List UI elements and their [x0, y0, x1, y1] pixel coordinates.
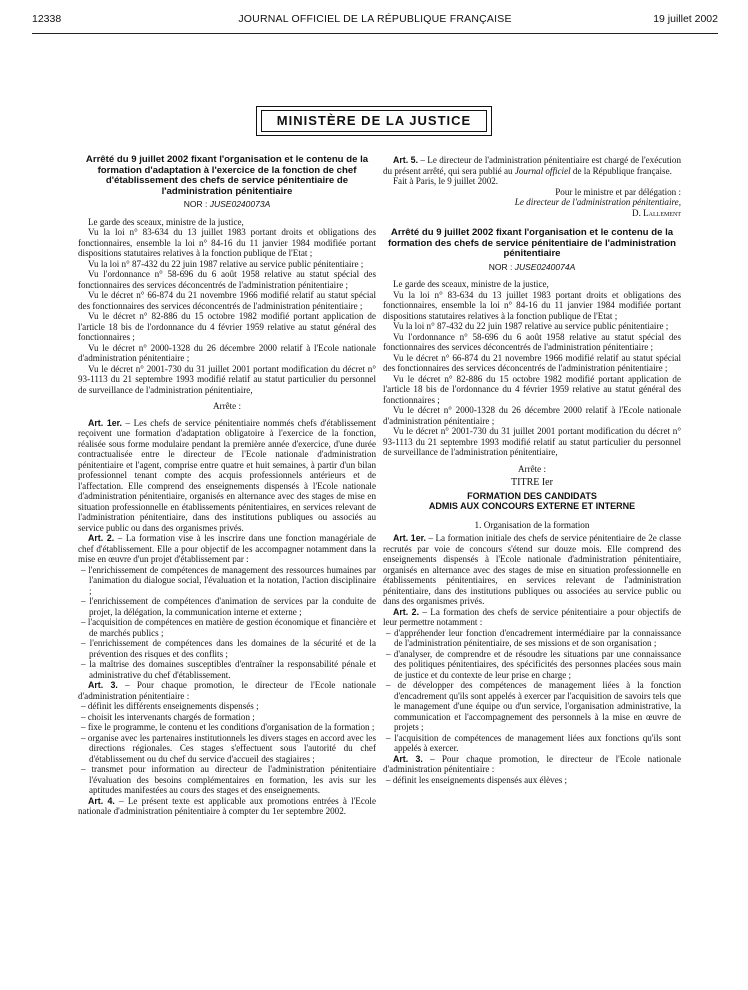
nor-value: JUSE0240073A — [209, 199, 271, 210]
visa: Vu la loi n° 83-634 du 13 juillet 1983 portant droits et obligations des fonctionnaires, ensemble la loi n° 84-16 du 11 janvier 1984 modifiée portant dispositions statutaires relatives à la fonction publique de l'Etat ; — [78, 227, 376, 259]
list-item: – définit les enseignements dispensés aux élèves ; — [386, 774, 568, 785]
visa: Vu le décret n° 2000-1328 du 26 décembre 2000 relatif à l'Ecole nationale d'administration pénitentiaire ; — [78, 342, 376, 364]
article-3-list — [78, 701, 376, 796]
nor-reference-2 — [383, 262, 681, 273]
issue-date: 19 juillet 2002 — [653, 13, 718, 25]
visa: Vu l'ordonnance n° 58-696 du 6 août 1958 relative au statut spécial des fonctionnaires des services déconcentrés de l'administration pénitentiaire ; — [78, 269, 376, 290]
visa: Vu le décret n° 82-886 du 15 octobre 1982 modifié portant application de l'article 18 bis de l'ordonnance du 4 février 1959 relative au statut général des fonctionnaires ; — [383, 373, 681, 405]
article-label: Art. 1er. — [393, 533, 426, 544]
list-item: – la maîtrise des domaines susceptibles d'entraîner la responsabilité pénale et administrative du chef d'établissement. — [81, 659, 376, 680]
visa: Vu l'ordonnance n° 58-696 du 6 août 1958 relative au statut spécial des fonctionnaires des services déconcentrés de l'administration pénitentiaire ; — [383, 331, 681, 353]
article-4: Art. 4. – Le présent texte est applicable aux promotions entrées à l'Ecole nationale d'administration pénitentiaire à compter du 1er septembre 2002. — [78, 795, 376, 817]
list-item: – organise avec les partenaires institutionnels les divers stages en accord avec les directions régionales. Ces stages s'effectuent sous l'autorité du chef d'établissement ou du chef du service d'accueil des stagiaires ; — [81, 732, 376, 764]
signatory-name: D. Lallement — [632, 207, 681, 218]
list-item: – d'appréhender leur fonction d'encadrement intermédiaire par la connaissance de l'administration pénitentiaire, de ses missions et de son organisation ; — [386, 627, 681, 649]
list-item: – l'acquisition de compétences de management liées aux fonctions qu'ils sont appelés à exercer. — [386, 732, 681, 754]
article-label: Art. 4. — [88, 795, 115, 806]
page-header — [32, 13, 718, 29]
visa: Vu la loi n° 83-634 du 13 juillet 1983 portant droits et obligations des fonctionnaires, ensemble la loi n° 84-16 du 11 janvier 1984 modifiée portant dispositions statutaires relatives à la fonction publique de l'Etat ; — [383, 289, 681, 321]
titre-heading: TITRE Ier — [511, 477, 553, 489]
titre-subheading: FORMATION DES CANDIDATS — [467, 490, 597, 501]
visa: Vu le décret n° 2001-730 du 31 juillet 2001 portant modification du décret n° 93-1113 du 21 septembre 1993 modifié relatif au statut particulier du personnel de surveillance de l'administration pénitentiaire, — [78, 363, 376, 395]
ministry-banner-wrap — [0, 106, 748, 140]
article-3: Art. 3. – Pour chaque promotion, le directeur de l'Ecole nationale d'administration pénitentiaire : — [78, 680, 376, 701]
page-number: 12338 — [32, 13, 62, 25]
list-item: – choisit les intervenants chargés de formation ; — [81, 711, 255, 722]
list-item: – fixe le programme, le contenu et les conditions d'organisation de la formation ; — [81, 722, 375, 733]
header-rule — [32, 33, 718, 34]
delegation-line: Pour le ministre et par délégation : — [555, 186, 681, 197]
list-item: – d'analyser, de comprendre et de résoudre les situations par une connaissance des politiques pénitentiaires, des spécificités des personnes placées sous main de justice et du contexte de leur prise en charge ; — [386, 648, 681, 680]
list-item: – définit les différents enseignements dispensés ; — [81, 701, 259, 712]
titre-subheading: ADMIS AUX CONCOURS EXTERNE ET INTERNE — [428, 501, 636, 512]
article-1: Art. 1er. – Les chefs de service pénitentiaire nommés chefs d'établissement reçoivent une formation d'adaptation obligatoire à l'exercice de la fonction, réalisée sous forme modulaire pendant la première année d'exercice, d'une durée contractualisée entre le directeur de l'Ecole nationale d'administration pénitentiaire et l'agent, comprise entre quatre et huit semaines, à partir d'un bilan professionnel tenant compte des acquis professionnels antérieurs et de l'affectation. Elle comprend des enseignements dispensés à l'Ecole nationale d'administration pénitentiaire, organisés en alternance avec des stages de mise en situation professionnelle en établissements pénitentiaires, en services relevant de l'administration pénitentiaire, dans des institutions publiques ou associés au service public ou dans des organismes privés. — [78, 417, 376, 533]
article-3-list — [383, 775, 681, 786]
article-label: Art. 3. — [88, 680, 118, 691]
article-2-list — [383, 628, 681, 754]
list-item: – l'enrichissement de compétences de management des ressources humaines par l'animation du dialogue social, l'évaluation et la notation, l'action disciplinaire ; — [81, 564, 376, 596]
article-label: Art. 2. — [88, 533, 115, 544]
section-heading: 1. Organisation de la formation — [474, 519, 590, 530]
arrete-heading: Arrête : — [517, 463, 547, 474]
nor-reference-1 — [78, 199, 376, 210]
visa: Vu le décret n° 2000-1328 du 26 décembre 2000 relatif à l'Ecole nationale d'administration pénitentiaire ; — [383, 405, 681, 426]
arrete-heading: Arrête : — [212, 401, 242, 412]
journal-title: JOURNAL OFFICIEL DE LA RÉPUBLIQUE FRANÇAISE — [238, 13, 512, 25]
signatory-title: Le directeur de l'administration pénitentiaire, — [514, 197, 681, 207]
list-item: – de développer des compétences de management liées à la fonction d'encadrement qu'ils sont appelés à exercer par l'acquisition de savoirs tels que le management d'une équipe ou d'un service, l'organisation administrative, la communication et l'accompagnement des personnels à la mise en œuvre de projets ; — [386, 680, 681, 733]
visa: Vu le décret n° 66-874 du 21 novembre 1966 modifié relatif au statut spécial des fonctionnaires des services déconcentrés de l'administration pénitentiaire ; — [383, 352, 681, 374]
preamble: Le garde des sceaux, ministre de la justice, — [88, 216, 244, 227]
ministry-banner — [256, 106, 492, 136]
article-1: Art. 1er. – La formation initiale des chefs de service pénitentiaire de 2e classe recrutés par voie de concours s'étend sur douze mois. Elle comprend des enseignements dispensés à l'Ecole nationale d'administration pénitentiaire, organisés en alternance avec des stages de mise en situation professionnelle en établissements pénitentiaires, en services relevant de l'administration pénitentiaire, dans des institutions publiques ou associées au service public ou dans des organismes privés. — [383, 533, 682, 607]
visa: Vu le décret n° 82-886 du 15 octobre 1982 modifié portant application de l'article 18 bis de l'ordonnance du 4 février 1959 relative au statut général des fonctionnaires ; — [78, 311, 376, 343]
visa: Vu la loi n° 87-432 du 22 juin 1987 relative au service public pénitentiaire ; — [393, 321, 669, 332]
article-2-list — [78, 565, 376, 681]
article-label: Art. 3. — [393, 753, 423, 764]
list-item: – l'enrichissement de compétences d'animation de services par la conduite de projet, la délégation, la communication interne et externe ; — [81, 596, 376, 617]
nor-label: NOR : — [183, 199, 208, 210]
article-2: Art. 2. – La formation vise à les inscrire dans une fonction managériale de chef d'établissement. Elle a pour objectif de les accompagner notamment dans la mise en œuvre d'un projet d'établissement par : — [78, 533, 377, 565]
article-2: Art. 2. – La formation des chefs de service pénitentiaire a pour objectifs de leur permettre notamment : — [383, 606, 681, 628]
nor-label: NOR : — [488, 261, 513, 272]
decree-title-1: Arrêté du 9 juillet 2002 fixant l'organisation et le contenu de la formation d'adaptation à l'exercice de la fonction de chef d'établissement des chefs de service pénitentiaire de l'administration pénitentiaire — [85, 154, 369, 197]
list-item: – l'acquisition de compétences en matière de gestion économique et financière et de marchés publics ; — [81, 617, 376, 638]
nor-value: JUSE0240074A — [514, 261, 576, 272]
visa: Vu le décret n° 2001-730 du 31 juillet 2001 portant modification du décret n° 93-1113 du 21 septembre 1993 modifié relatif au statut particulier du personnel de surveillance de l'administration pénitentiaire, — [383, 426, 681, 458]
article-label: Art. 2. — [393, 606, 420, 617]
signature-place-date: Fait à Paris, le 9 juillet 2002. — [393, 176, 499, 186]
visa: Vu la loi n° 87-432 du 22 juin 1987 relative au service public pénitentiaire ; — [88, 258, 364, 269]
list-item: – l'enrichissement de compétences dans les domaines de la sécurité et de la prévention des risques et des conflits ; — [81, 638, 376, 659]
article-5: Art. 5. – Le directeur de l'administration pénitentiaire est chargé de l'exécution du présent arrêté, qui sera publié au Journal officiel de la République française. — [383, 155, 681, 176]
decree-title-2: Arrêté du 9 juillet 2002 fixant l'organisation et le contenu de la formation des chefs de service pénitentiaire de l'administration pénitentiaire — [387, 227, 677, 260]
left-column — [78, 155, 376, 817]
list-item: – transmet pour information au directeur de l'administration pénitentiaire l'évaluation des besoins complémentaires en formation, les avis sur les aptitudes manifestées au cours des stages et des enseignements. — [81, 764, 376, 796]
preamble: Le garde des sceaux, ministre de la justice, — [393, 279, 549, 290]
ministry-title: MINISTÈRE DE LA JUSTICE — [261, 110, 487, 132]
article-3: Art. 3. – Pour chaque promotion, le directeur de l'Ecole nationale d'administration pénitentiaire : — [383, 753, 681, 775]
article-label: Art. 1er. — [88, 417, 123, 428]
right-column — [383, 155, 681, 785]
visa: Vu le décret n° 66-874 du 21 novembre 1966 modifié relatif au statut spécial des fonctionnaires des services déconcentrés de l'administration pénitentiaire ; — [78, 290, 376, 311]
article-label: Art. 5. — [393, 155, 419, 165]
